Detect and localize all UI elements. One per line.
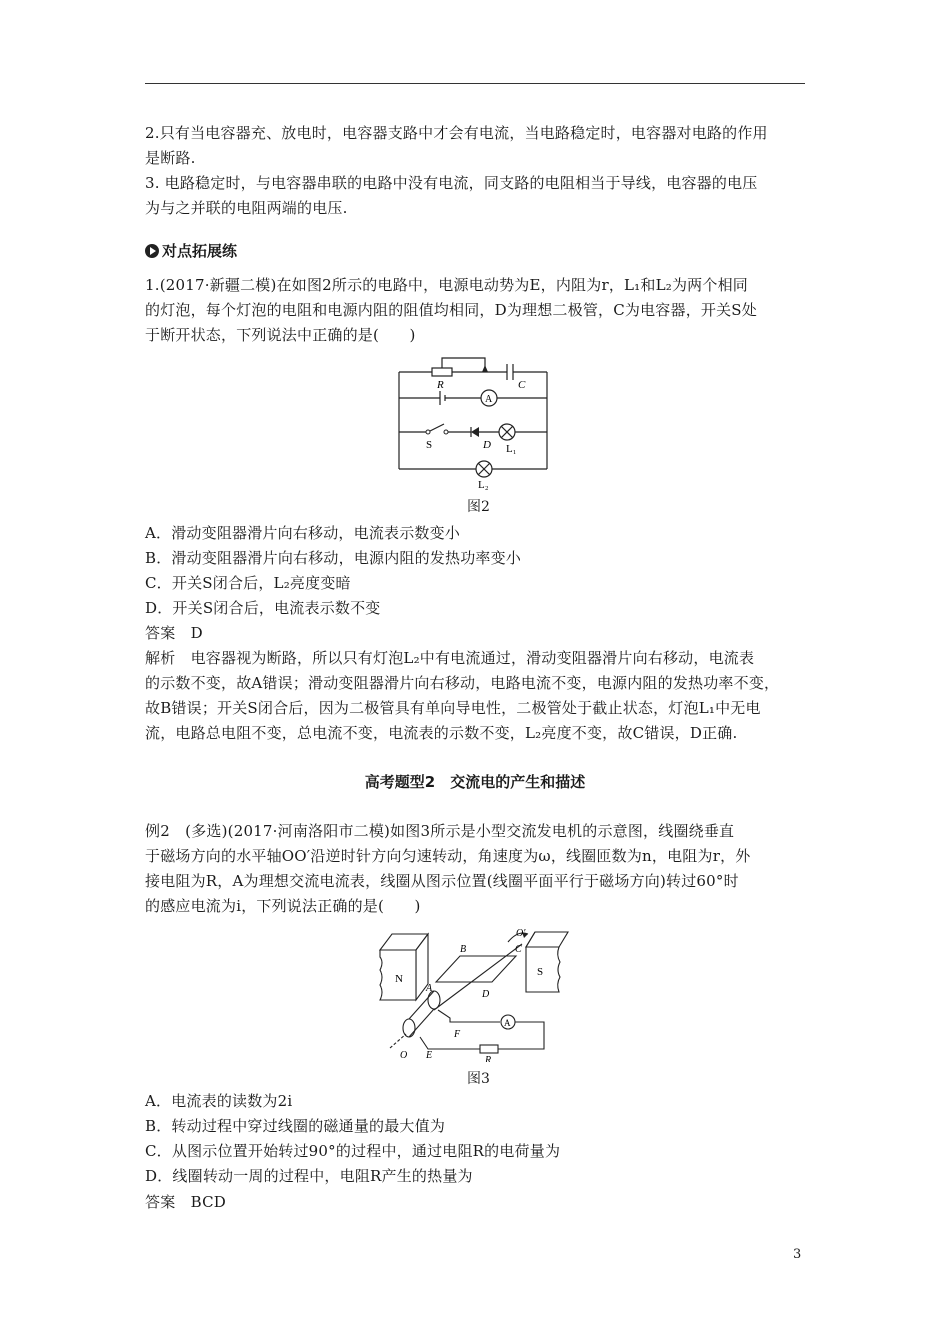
rheostat [432, 368, 452, 376]
label-L2: L₂ [478, 479, 489, 491]
ex2-stem-line-2: 于磁场方向的水平轴OO′沿逆时针方向匀速转动，角速度为ω，线圈匝数为n，电阻为r，外 [145, 847, 751, 865]
q1-option-c: C．开关S闭合后，L₂亮度变暗 [145, 574, 351, 592]
label-O: O [400, 1050, 408, 1061]
label-E: E [426, 1050, 433, 1061]
ex2-option-a: A．电流表的读数为2i [145, 1092, 293, 1110]
ex2-stem-line-3: 接电阻为R，A为理想交流电流表，线圈从图示位置(线圈平面平行于磁场方向)转过60°时 [145, 872, 739, 890]
circuit-diagram [390, 352, 560, 492]
label-A-coil: A [426, 983, 433, 994]
q1-analysis-line-2: 的示数不变，故A错误；滑动变阻器滑片向右移动，电路电流不变，电源内阻的发热功率不变， [145, 674, 780, 692]
generator-diagram [376, 922, 576, 1062]
slip-ring-inner [403, 1019, 415, 1037]
ex2-option-c: C．从图示位置开始转过90°的过程中，通过电阻R的电荷量为 [145, 1142, 561, 1160]
q1-option-a: A．滑动变阻器滑片向右移动，电流表示数变小 [145, 524, 461, 542]
note-2-line-2: 是断路. [145, 149, 196, 167]
play-icon [145, 244, 159, 258]
ex2-option-d: D．线圈转动一周的过程中，电阻R产生的热量为 [145, 1167, 473, 1185]
magnet-s-top [526, 932, 568, 947]
label-R: R [437, 379, 444, 391]
q1-answer: 答案 D [145, 624, 203, 642]
q1-analysis-line-3: 故B错误；开关S闭合后，因为二极管具有单向导电性，二极管处于截止状态，灯泡L₁中无电 [145, 699, 761, 717]
header-rule [145, 83, 805, 84]
page-number: 3 [793, 1247, 802, 1262]
label-S: S [426, 439, 433, 451]
label-L1: L₁ [506, 443, 517, 455]
ex2-stem-line-1: 例2 (多选)(2017·河南洛阳市二模)如图3所示是小型交流发电机的示意图，线圈绕垂直 [145, 822, 735, 840]
label-R-fig3: R [485, 1055, 492, 1062]
ex2-stem-line-4: 的感应电流为i，下列说法正确的是( ) [145, 897, 421, 915]
section-title: 高考题型2 交流电的产生和描述 [364, 773, 586, 791]
q1-option-b: B．滑动变阻器滑片向右移动，电源内阻的发热功率变小 [145, 549, 522, 567]
label-F: F [454, 1029, 461, 1040]
switch-blade [428, 424, 444, 432]
q1-stem-line-3: 于断开状态，下列说法中正确的是( ) [145, 326, 416, 344]
label-S-magnet: S [537, 966, 544, 978]
q1-option-d: D．开关S闭合后，电流表示数不变 [145, 599, 381, 617]
q1-stem-line-1: 1.(2017·新疆二模)在如图2所示的电路中，电源电动势为E，内阻为r，L₁和L₂为两个相同 [145, 276, 748, 294]
ex2-answer: 答案 BCD [145, 1193, 227, 1211]
note-2-line-1: 2.只有当电容器充、放电时，电容器支路中才会有电流，当电路稳定时，电容器对电路的作用 [145, 124, 768, 142]
q1-stem-line-2: 的灯泡，每个灯泡的电阻和电源内阻的阻值均相同，D为理想二极管，C为电容器，开关S处 [145, 301, 757, 319]
q1-analysis-line-1: 解析 电容器视为断路，所以只有灯泡L₂中有电流通过，滑动变阻器滑片向右移动，电流表 [145, 649, 755, 667]
label-C-coil: C [515, 944, 522, 955]
figure-3-caption: 图3 [467, 1071, 490, 1087]
q1-analysis-line-4: 流，电路总电阻不变，总电流不变，电流表的示数不变，L₂亮度不变，故C错误，D正确. [145, 724, 738, 742]
ex2-option-b: B．转动过程中穿过线圈的磁通量的最大值为 [145, 1117, 446, 1135]
label-A: A [485, 394, 493, 405]
external-resistor [480, 1045, 498, 1053]
figure-2-caption: 图2 [467, 499, 490, 515]
note-3-line-1: 3. 电路稳定时，与电容器串联的电路中没有电流，同支路的电阻相当于导线，电容器的电压 [145, 174, 758, 192]
label-D-coil: D [482, 989, 490, 1000]
label-B: B [460, 944, 467, 955]
label-O-prime: O′ [516, 928, 526, 939]
label-C: C [518, 379, 526, 391]
section-heading-text: 对点拓展练 [162, 242, 238, 260]
label-A-ammeter: A [504, 1018, 511, 1028]
label-N: N [395, 973, 403, 985]
label-D: D [483, 439, 491, 451]
section-heading [145, 240, 237, 262]
note-3-line-2: 为与之并联的电阻两端的电压. [145, 199, 348, 217]
